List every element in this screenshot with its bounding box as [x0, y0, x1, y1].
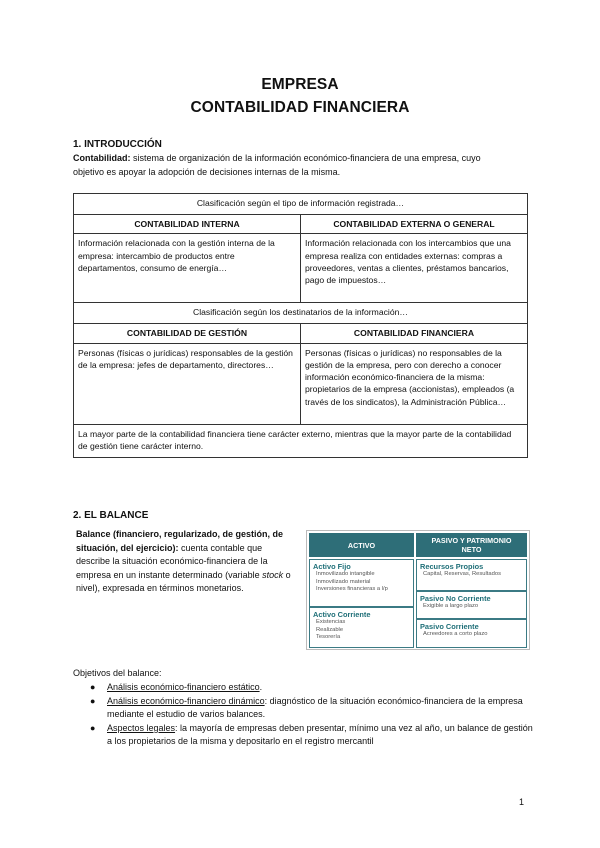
- header-contabilidad-financiera: CONTABILIDAD FINANCIERA: [301, 324, 528, 343]
- contabilidad-definition: [73, 152, 533, 179]
- section-heading-balance: 2. EL BALANCE: [73, 510, 149, 521]
- activo-fijo-item: Inmovilizado intangible: [316, 571, 375, 577]
- activo-fijo-title: Activo Fijo: [313, 562, 351, 571]
- definition-term: Contabilidad:: [73, 153, 131, 163]
- page-subtitle: CONTABILIDAD FINANCIERA: [190, 99, 410, 116]
- classification-table: [73, 193, 528, 458]
- pasivo-corriente-item: Acreedores a corto plazo: [423, 631, 488, 637]
- objective-link[interactable]: Análisis económico-financiero estático: [107, 682, 260, 692]
- objective-text: : diagnóstico de la situación económico-financiera de la empresa mediante el estudio de varios balances.: [107, 695, 523, 720]
- balance-definition-text-end: o nivel), expresada en términos monetarios.: [76, 569, 291, 594]
- header-contabilidad-interna: CONTABILIDAD INTERNA: [74, 215, 301, 234]
- balance-definition: [76, 528, 298, 596]
- objective-text: .: [259, 682, 263, 692]
- balance-diagram: [306, 530, 530, 650]
- list-item: [73, 722, 533, 749]
- cell-financiera-text: Personas (físicas o jurídicas) no responsables de la gestión de la empresa, pero con derecho a conocer información económico-financiera de la misma: propietarios de la empresa (accionistas), empleados (a través de los sindicatos), la Administración Pública…: [301, 343, 528, 424]
- bullet-icon: ●: [90, 695, 96, 706]
- recursos-propios-item: Capital, Reservas, Resultados: [423, 571, 501, 577]
- definition-text-line2: objetivo es apoyar la adopción de decisiones internas de la misma.: [73, 166, 341, 177]
- page-title: EMPRESA: [261, 76, 339, 93]
- classification-recipients-title: Clasificación según los destinatarios de la información…: [74, 303, 528, 324]
- pasivo-no-corriente-box: [416, 591, 527, 619]
- recursos-propios-title: Recursos Propios: [420, 562, 484, 571]
- table-footer-note: La mayor parte de la contabilidad financiera tiene carácter externo, mientras que la mayor parte de la contabilidad de gestión tiene carácter interno.: [74, 424, 528, 457]
- pasivo-corriente-box: [416, 619, 527, 648]
- header-contabilidad-externa: CONTABILIDAD EXTERNA O GENERAL: [301, 215, 528, 234]
- activo-fijo-item: Inversiones financieras a l/p: [316, 586, 388, 593]
- balance-definition-italic: stock: [262, 569, 284, 580]
- bullet-icon: ●: [90, 722, 96, 733]
- cell-gestion-text: Personas (físicas o jurídicas) responsables de la gestión de la empresa: jefes de departamento, directores…: [74, 343, 301, 424]
- activo-corriente-item: Tesorería: [316, 634, 341, 641]
- balance-definition-term: Balance (financiero, regularizado, de gestión, de situación, del ejercicio):: [76, 529, 284, 553]
- cell-interna-text: Información relacionada con la gestión interna de la empresa: intercambio de productos entre departamentos, consumo de energía…: [74, 234, 301, 303]
- pasivo-header: PASIVO Y PATRIMONIO NETO: [416, 533, 527, 557]
- activo-corriente-item: Realizable: [316, 626, 344, 633]
- balance-definition-text: cuenta contable que describe la situación económico-financiera de la empresa en un instante determinado (variable: [76, 542, 268, 580]
- list-item: [73, 695, 533, 722]
- header-contabilidad-gestion: CONTABILIDAD DE GESTIÓN: [74, 324, 301, 343]
- objectives-intro: Objetivos del balance:: [73, 668, 162, 678]
- objective-link[interactable]: Aspectos legales: [107, 722, 176, 733]
- pasivo-corriente-title: Pasivo Corriente: [420, 622, 479, 631]
- objective-link[interactable]: Análisis económico-financiero dinámico: [107, 695, 265, 706]
- activo-corriente-item: Existencias: [316, 619, 346, 625]
- bullet-icon: ●: [90, 682, 96, 692]
- definition-text-line1: sistema de organización de la información económico-financiera de una empresa, cuyo: [130, 153, 481, 163]
- activo-corriente-box: [309, 607, 414, 648]
- activo-fijo-box: [309, 559, 414, 607]
- page-number: 1: [519, 797, 525, 807]
- recursos-propios-box: [416, 559, 527, 591]
- objective-text: : la mayoría de empresas deben presentar, mínimo una vez al año, un balance de gestión a los propietarios de la misma y depositarlo en el registro mercantil: [107, 722, 533, 747]
- classification-type-title: Clasificación según el tipo de información registrada…: [74, 194, 528, 215]
- list-item: [73, 681, 533, 695]
- pasivo-no-corriente-title: Pasivo No Corriente: [420, 594, 491, 603]
- cell-externa-text: Información relacionada con los intercambios que una empresa realiza con entidades externas: compras a proveedores, ventas a clientes, préstamos bancarios, pago de impuestos…: [301, 234, 528, 303]
- activo-corriente-title: Activo Corriente: [313, 610, 371, 619]
- pasivo-no-corriente-item: Exigible a largo plazo: [423, 603, 479, 609]
- activo-fijo-item: Inmovilizado material: [316, 578, 371, 585]
- section-heading-intro: 1. INTRODUCCIÓN: [73, 139, 162, 150]
- objectives-list: [73, 681, 533, 749]
- activo-header: ACTIVO: [309, 533, 414, 557]
